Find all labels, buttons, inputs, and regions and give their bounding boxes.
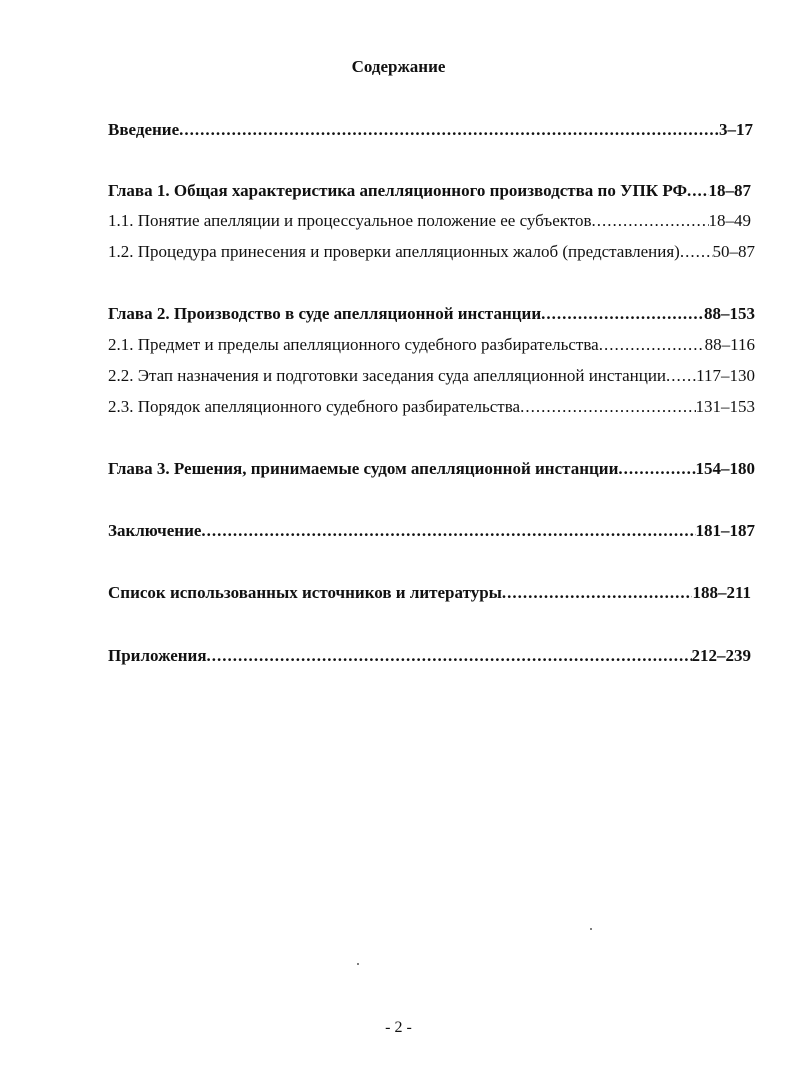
toc-entry-label: 2.2. Этап назначения и подготовки заседания суда апелляционной инстанции [108,366,667,385]
scan-speck [357,963,359,965]
toc-entry-introduction [108,120,753,140]
toc-entry-pages: 18–87 [708,181,751,200]
toc-entry-bibliography [108,583,751,603]
toc-entry-label: 2.3. Порядок апелляционного судебного разбирательства [108,397,521,416]
toc-leader-dots [520,397,695,417]
toc-entry-chapter-3 [108,459,755,479]
scan-speck [590,928,592,930]
toc-leader-dots [687,181,708,201]
toc-entry-pages: 131–153 [695,397,755,416]
toc-leader-dots [502,583,693,603]
toc-leader-dots [666,366,696,386]
toc-entry-label: 1.2. Процедура принесения и проверки апелляционных жалоб (представления) [108,242,680,261]
toc-entry-pages: 3–17 [719,120,753,139]
toc-entry-section-1-1 [108,211,751,231]
toc-entry-pages: 50–87 [712,242,755,261]
toc-entry-pages: 154–180 [695,459,755,478]
page-title: Содержание [351,57,446,76]
toc-leader-dots [680,242,713,262]
toc-entry-label: Список использованных источников и литературы [108,583,502,602]
toc-entry-section-2-3 [108,397,755,417]
toc-entry-section-1-2 [108,242,755,262]
toc-entry-pages: 212–239 [691,646,751,665]
toc-leader-dots [541,304,704,324]
toc-entry-pages: 188–211 [692,583,751,602]
toc-entry-chapter-1 [108,181,751,201]
toc-entry-label: Введение [108,120,180,139]
toc-entry-label: Глава 3. Решения, принимаемые судом апелляционной инстанции [108,459,619,478]
toc-entry-label: Глава 1. Общая характеристика апелляционного производства по УПК РФ [108,181,688,200]
toc-leader-dots [179,120,719,140]
toc-entry-section-2-1 [108,335,755,355]
toc-entry-label: 1.1. Понятие апелляции и процессуальное положение ее субъектов [108,211,592,230]
toc-entry-label: 2.1. Предмет и пределы апелляционного судебного разбирательства [108,335,599,354]
toc-entry-label: Глава 2. Производство в суде апелляционной инстанции [108,304,542,323]
page-number: - 2 - [385,1019,412,1036]
toc-entry-chapter-2 [108,304,755,324]
toc-entry-conclusion [108,521,755,541]
toc-entry-appendices [108,646,751,666]
toc-leader-dots [207,646,692,666]
toc-leader-dots [599,335,705,355]
toc-leader-dots [592,211,709,231]
toc-entry-pages: 88–116 [704,335,755,354]
toc-leader-dots [618,459,695,479]
toc-entry-label: Заключение [108,521,202,540]
toc-entry-pages: 18–49 [708,211,751,230]
toc-entry-pages: 181–187 [695,521,755,540]
toc-entry-label: Приложения [108,646,207,665]
toc-entry-section-2-2 [108,366,755,386]
toc-leader-dots [201,521,695,541]
toc-entry-pages: 117–130 [696,366,755,385]
toc-entry-pages: 88–153 [704,304,755,323]
